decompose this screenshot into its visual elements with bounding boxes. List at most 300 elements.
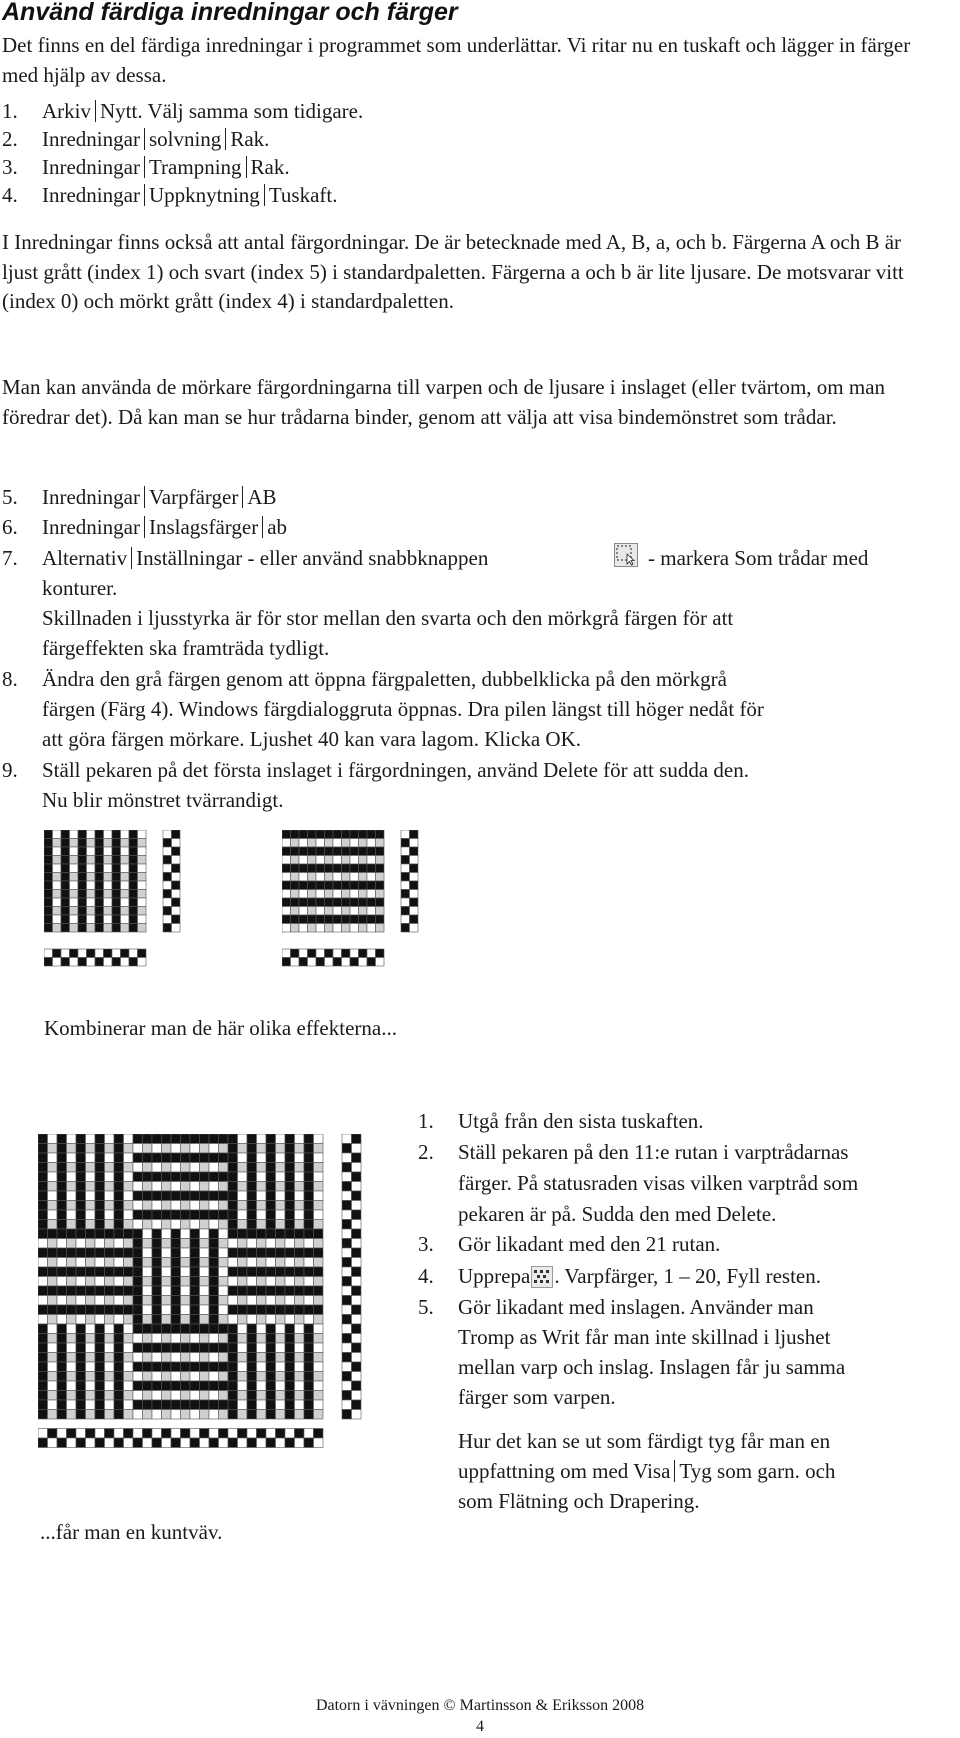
weave-cell	[171, 1172, 181, 1182]
weave-cell	[285, 1220, 295, 1230]
weave-cell	[48, 1296, 58, 1306]
weave-cell	[95, 1267, 105, 1277]
weave-cell	[276, 1429, 286, 1439]
weave-cell	[78, 873, 87, 882]
weave-cell	[266, 1182, 276, 1192]
weave-cell	[333, 839, 342, 848]
weave-cell	[105, 1134, 115, 1144]
weave-cell	[48, 1315, 58, 1325]
weave-cell	[266, 1343, 276, 1353]
weave-cell	[70, 830, 79, 839]
weave-cell	[342, 1410, 352, 1420]
weave-cell	[308, 907, 317, 916]
weave-cell	[70, 958, 79, 967]
weave-cell	[314, 1296, 324, 1306]
weave-cell	[276, 1172, 286, 1182]
weave-cell	[257, 1372, 267, 1382]
weave-cell	[152, 1248, 162, 1258]
weave-cell	[95, 881, 104, 890]
weave-cell	[181, 1381, 191, 1391]
weave-cell	[291, 924, 300, 933]
weave-cell	[219, 1134, 229, 1144]
weave-cell	[76, 1172, 86, 1182]
right-step-text: Tromp as Writ får man inte skillnad i ljushet	[458, 1325, 831, 1349]
weave-cell	[410, 856, 419, 865]
weave-cell	[67, 1134, 77, 1144]
weave-cell	[104, 839, 113, 848]
weave-cell	[276, 1305, 286, 1315]
weave-cell	[304, 1286, 314, 1296]
weave-cell	[171, 1315, 181, 1325]
weave-cell	[143, 1153, 153, 1163]
weave-cell	[266, 1429, 276, 1439]
menu-path-part: Rak.	[230, 127, 270, 151]
weave-cell	[104, 873, 113, 882]
separator	[144, 184, 145, 206]
weave-cell	[38, 1286, 48, 1296]
weave-cell	[76, 1343, 86, 1353]
right-step-number: 2.	[418, 1140, 434, 1164]
weave-cell	[266, 1315, 276, 1325]
weave-cell	[219, 1315, 229, 1325]
weave-cell	[376, 915, 385, 924]
weave-cell	[190, 1229, 200, 1239]
weave-cell	[105, 1381, 115, 1391]
weave-cell	[190, 1372, 200, 1382]
weave-cell	[228, 1239, 238, 1249]
weave-cell	[228, 1324, 238, 1334]
weave-cell	[129, 856, 138, 865]
weave-cell	[67, 1334, 77, 1344]
weave-cell	[295, 1372, 305, 1382]
weave-cell	[112, 856, 121, 865]
weave-cell	[152, 1191, 162, 1201]
weave-cell	[304, 1239, 314, 1249]
weave-cell	[228, 1438, 238, 1448]
right-step-text: Ställ pekaren på den 11:e rutan i varptrådarnas	[458, 1140, 849, 1164]
separator	[262, 516, 263, 538]
weave-cell	[352, 1324, 362, 1334]
weave-cell	[105, 1429, 115, 1439]
weave-cell	[285, 1286, 295, 1296]
weave-cell	[124, 1182, 134, 1192]
weave-cell	[295, 1191, 305, 1201]
weave-cell	[76, 1248, 86, 1258]
weave-cell	[57, 1277, 67, 1287]
weave-cell	[276, 1258, 286, 1268]
weave-cell	[257, 1134, 267, 1144]
weave-cell	[266, 1362, 276, 1372]
weave-cell	[95, 1239, 105, 1249]
weave-cell	[95, 1296, 105, 1306]
weave-cell	[114, 1343, 124, 1353]
weave-cell	[57, 1381, 67, 1391]
right-step-text: färger. På statusraden visas vilken varptråd som	[458, 1171, 859, 1195]
weave-cell	[314, 1305, 324, 1315]
weave-cell	[291, 881, 300, 890]
weave-cell	[247, 1220, 257, 1230]
weave-cell	[228, 1191, 238, 1201]
weave-cell	[304, 1305, 314, 1315]
weave-cell	[67, 1286, 77, 1296]
weave-cell	[57, 1400, 67, 1410]
weave-cell	[342, 1353, 352, 1363]
weave-cell	[314, 1400, 324, 1410]
weave-cell	[133, 1410, 143, 1420]
weave-cell	[291, 907, 300, 916]
weave-diagram-warp-stripes	[44, 830, 224, 990]
weave-cell	[67, 1324, 77, 1334]
weave-cell	[316, 924, 325, 933]
weave-cell	[162, 1381, 172, 1391]
right-step-text: färger som varpen.	[458, 1385, 616, 1409]
weave-cell	[352, 1305, 362, 1315]
weave-cell	[276, 1381, 286, 1391]
weave-cell	[276, 1324, 286, 1334]
weave-cell	[238, 1134, 248, 1144]
weave-cell	[105, 1239, 115, 1249]
weave-cell	[228, 1258, 238, 1268]
weave-cell	[76, 1258, 86, 1268]
weave-cell	[67, 1172, 77, 1182]
weave-cell	[228, 1353, 238, 1363]
weave-cell	[228, 1286, 238, 1296]
weave-cell	[238, 1391, 248, 1401]
weave-cell	[304, 1182, 314, 1192]
weave-cell	[314, 1438, 324, 1448]
weave-cell	[171, 1410, 181, 1420]
weave-cell	[181, 1391, 191, 1401]
weave-cell	[121, 890, 130, 899]
weave-cell	[200, 1400, 210, 1410]
weave-cell	[266, 1267, 276, 1277]
weave-cell	[57, 1429, 67, 1439]
right-step-text	[458, 1261, 821, 1296]
weave-cell	[304, 1144, 314, 1154]
weave-cell	[314, 1182, 324, 1192]
intro-paragraph: Det finns en del färdiga inredningar i programmet som underlättar. Vi ritar nu en tuskaft och lägger in färger med hjälp av dessa.	[2, 33, 911, 87]
weave-cell	[257, 1191, 267, 1201]
right-step-text: Gör likadant med inslagen. Använder man	[458, 1295, 814, 1319]
step-text: att göra färgen mörkare. Ljushet 40 kan vara lagom. Klicka OK.	[42, 727, 582, 751]
weave-cell	[401, 890, 410, 899]
weave-cell	[76, 1296, 86, 1306]
weave-cell	[308, 847, 317, 856]
menu-path-part: Inredningar	[42, 155, 140, 179]
weave-cell	[133, 1210, 143, 1220]
weave-cell	[190, 1391, 200, 1401]
weave-cell	[291, 847, 300, 856]
weave-cell	[67, 1429, 77, 1439]
weave-cell	[57, 1182, 67, 1192]
weave-cell	[61, 915, 70, 924]
weave-cell	[76, 1144, 86, 1154]
weave-cell	[209, 1343, 219, 1353]
weave-cell	[162, 1353, 172, 1363]
weave-cell	[67, 1210, 77, 1220]
weave-cell	[143, 1324, 153, 1334]
weave-cell	[209, 1438, 219, 1448]
weave-cell	[228, 1410, 238, 1420]
weave-cell	[209, 1229, 219, 1239]
weave-cell	[104, 856, 113, 865]
weave-cell	[247, 1429, 257, 1439]
weave-cell	[57, 1343, 67, 1353]
weave-cell	[143, 1410, 153, 1420]
weave-cell	[138, 949, 147, 958]
weave-cell	[105, 1172, 115, 1182]
weave-cell	[61, 881, 70, 890]
weave-cell	[114, 1296, 124, 1306]
weave-cell	[350, 907, 359, 916]
weave-cell	[190, 1191, 200, 1201]
weave-cell	[247, 1191, 257, 1201]
menu-path-part: Inslagsfärger	[148, 515, 259, 539]
weave-cell	[285, 1324, 295, 1334]
weave-cell	[352, 1400, 362, 1410]
weave-cell	[325, 949, 334, 958]
step-text	[42, 152, 290, 182]
weave-cell	[352, 1372, 362, 1382]
weave-cell	[152, 1182, 162, 1192]
weave-cell	[38, 1258, 48, 1268]
weave-cell	[162, 1410, 172, 1420]
weave-cell	[314, 1410, 324, 1420]
weave-cell	[70, 873, 79, 882]
weave-cell	[138, 873, 147, 882]
weave-cell	[48, 1324, 58, 1334]
weave-cell	[228, 1153, 238, 1163]
weave-cell	[95, 1305, 105, 1315]
weave-cell	[367, 915, 376, 924]
weave-cell	[266, 1410, 276, 1420]
weave-cell	[325, 958, 334, 967]
weave-cell	[38, 1191, 48, 1201]
weave-cell	[87, 907, 96, 916]
weave-cell	[181, 1353, 191, 1363]
weave-cell	[95, 873, 104, 882]
weave-cell	[138, 890, 147, 899]
weave-cell	[325, 890, 334, 899]
weave-cell	[209, 1210, 219, 1220]
weave-cell	[67, 1400, 77, 1410]
weave-cell	[95, 1210, 105, 1220]
weave-cell	[57, 1305, 67, 1315]
weave-cell	[163, 873, 172, 882]
weave-cell	[138, 839, 147, 848]
weave-cell	[171, 1334, 181, 1344]
weave-cell	[308, 881, 317, 890]
weave-cell	[38, 1410, 48, 1420]
weave-cell	[95, 1191, 105, 1201]
weave-cell	[219, 1438, 229, 1448]
weave-cell	[238, 1220, 248, 1230]
step-text: färgen (Färg 4). Windows färgdialoggruta öppnas. Dra pilen längst till höger nedåt för	[42, 697, 764, 721]
weave-cell	[350, 890, 359, 899]
weave-cell	[285, 1438, 295, 1448]
weave-cell	[359, 881, 368, 890]
weave-cell	[114, 1267, 124, 1277]
weave-cell	[67, 1410, 77, 1420]
weave-cell	[57, 1353, 67, 1363]
weave-cell	[152, 1153, 162, 1163]
weave-cell	[143, 1144, 153, 1154]
weave-cell	[228, 1305, 238, 1315]
weave-cell	[95, 898, 104, 907]
weave-cell	[342, 1324, 352, 1334]
weave-cell	[200, 1182, 210, 1192]
weave-cell	[78, 915, 87, 924]
weave-cell	[181, 1220, 191, 1230]
weave-cell	[291, 830, 300, 839]
weave-cell	[247, 1229, 257, 1239]
weave-cell	[299, 890, 308, 899]
weave-cell	[67, 1163, 77, 1173]
weave-cell	[209, 1201, 219, 1211]
weave-cell	[285, 1315, 295, 1325]
weave-cell	[219, 1201, 229, 1211]
weave-cell	[138, 958, 147, 967]
weave-cell	[276, 1334, 286, 1344]
weave-cell	[219, 1381, 229, 1391]
weave-cell	[352, 1277, 362, 1287]
weave-cell	[152, 1305, 162, 1315]
weave-cell	[95, 1286, 105, 1296]
weave-cell	[276, 1153, 286, 1163]
weave-cell	[219, 1172, 229, 1182]
weave-cell	[219, 1163, 229, 1173]
weave-cell	[376, 907, 385, 916]
weave-cell	[219, 1343, 229, 1353]
weave-cell	[95, 1391, 105, 1401]
weave-cell	[304, 1220, 314, 1230]
weave-cell	[48, 1372, 58, 1382]
weave-cell	[350, 958, 359, 967]
weave-cell	[44, 890, 53, 899]
weave-cell	[95, 839, 104, 848]
weave-cell	[38, 1144, 48, 1154]
weave-cell	[200, 1277, 210, 1287]
weave-cell	[410, 915, 419, 924]
weave-cell	[304, 1258, 314, 1268]
weave-cell	[76, 1438, 86, 1448]
weave-cell	[200, 1163, 210, 1173]
weave-cell	[299, 907, 308, 916]
weave-cell	[76, 1305, 86, 1315]
weave-cell	[67, 1153, 77, 1163]
weave-cell	[266, 1153, 276, 1163]
weave-cell	[38, 1305, 48, 1315]
weave-cell	[152, 1220, 162, 1230]
weave-cell	[238, 1324, 248, 1334]
weave-cell	[304, 1172, 314, 1182]
weave-cell	[143, 1220, 153, 1230]
weave-cell	[291, 890, 300, 899]
weave-cell	[308, 949, 317, 958]
weave-cell	[325, 915, 334, 924]
weave-cell	[70, 864, 79, 873]
weave-cell	[48, 1144, 58, 1154]
weave-cell	[95, 864, 104, 873]
weave-cell	[61, 958, 70, 967]
weave-cell	[124, 1153, 134, 1163]
weave-cell	[172, 881, 181, 890]
weave-cell	[376, 839, 385, 848]
weave-cell	[304, 1362, 314, 1372]
weave-cell	[200, 1343, 210, 1353]
weave-cell	[124, 1277, 134, 1287]
weave-cell	[308, 958, 317, 967]
weave-cell	[172, 856, 181, 865]
weave-cell	[133, 1362, 143, 1372]
weave-cell	[291, 958, 300, 967]
weave-cell	[238, 1182, 248, 1192]
weave-cell	[76, 1362, 86, 1372]
weave-cell	[86, 1163, 96, 1173]
weave-cell	[314, 1153, 324, 1163]
weave-cell	[209, 1410, 219, 1420]
weave-cell	[401, 907, 410, 916]
weave-cell	[314, 1239, 324, 1249]
weave-cell	[95, 856, 104, 865]
weave-cell	[95, 1324, 105, 1334]
weave-cell	[352, 1229, 362, 1239]
weave-cell	[162, 1239, 172, 1249]
weave-cell	[190, 1201, 200, 1211]
weave-cell	[266, 1286, 276, 1296]
weave-cell	[282, 915, 291, 924]
weave-cell	[133, 1438, 143, 1448]
weave-cell	[95, 1343, 105, 1353]
weave-cell	[95, 1134, 105, 1144]
select-thread-icon[interactable]	[614, 543, 638, 572]
weave-cell	[352, 1381, 362, 1391]
weave-cell	[316, 864, 325, 873]
weave-cell	[95, 1362, 105, 1372]
weave-cell	[112, 890, 121, 899]
weave-cell	[219, 1353, 229, 1363]
weave-cell	[61, 830, 70, 839]
weave-cell	[114, 1438, 124, 1448]
weave-cell	[295, 1229, 305, 1239]
weave-cell	[352, 1315, 362, 1325]
weave-cell	[133, 1400, 143, 1410]
step-number: 1.	[2, 99, 18, 123]
menu-path-part: Tuskaft.	[268, 183, 338, 207]
weave-cell	[121, 958, 130, 967]
weave-cell	[247, 1239, 257, 1249]
weave-cell	[342, 864, 351, 873]
weave-cell	[247, 1362, 257, 1372]
weave-cell	[38, 1315, 48, 1325]
weave-cell	[285, 1182, 295, 1192]
weave-cell	[291, 949, 300, 958]
weave-cell	[95, 1229, 105, 1239]
weave-cell	[87, 890, 96, 899]
weave-cell	[276, 1296, 286, 1306]
weave-cell	[190, 1277, 200, 1287]
weave-cell	[238, 1172, 248, 1182]
step-text: Skillnaden i ljusstyrka är för stor mellan den svarta och den mörkgrå färgen för att	[42, 606, 734, 630]
weave-cell	[129, 898, 138, 907]
weave-cell	[238, 1248, 248, 1258]
weave-cell	[48, 1362, 58, 1372]
weave-cell	[247, 1182, 257, 1192]
weave-cell	[78, 847, 87, 856]
weave-cell	[295, 1267, 305, 1277]
weave-cell	[163, 924, 172, 933]
weave-cell	[105, 1277, 115, 1287]
